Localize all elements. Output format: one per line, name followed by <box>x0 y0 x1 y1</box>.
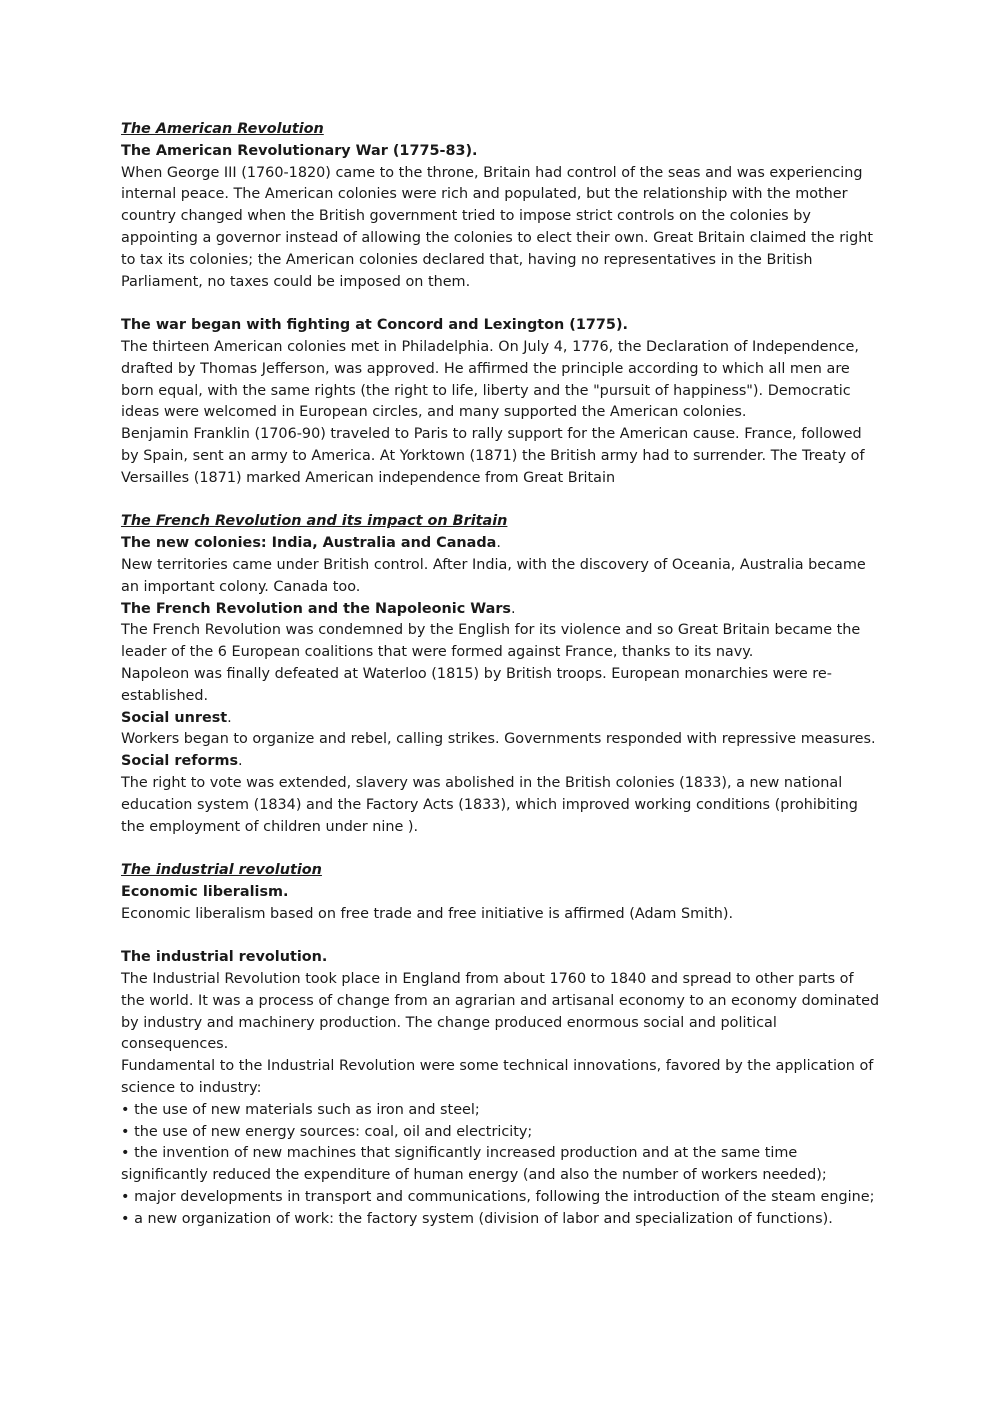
subheading: Economic liberalism. <box>121 883 289 900</box>
subheading-period: . <box>511 600 516 617</box>
list-item: • major developments in transport and communications, following the introduction of the steam engine; <box>121 1189 875 1206</box>
paragraph: Fundamental to the Industrial Revolution were some technical innovations, favored by the application of science to industry: <box>121 1058 874 1097</box>
section-title: The industrial revolution <box>121 862 322 879</box>
subheading-line <box>121 708 881 730</box>
paragraph: The thirteen American colonies met in Philadelphia. On July 4, 1776, the Declaration of Independence, drafted by Thomas Jefferson, was approved. He affirmed the principle according to which all men are born equal, with the same rights (the right to life, liberty and the "pursuit of happiness"). Democratic ideas were welcomed in European circles, and many supported the American colonies. <box>121 338 859 421</box>
spacer <box>121 293 881 315</box>
subheading: The new colonies: India, Australia and Canada <box>121 535 497 552</box>
spacer <box>121 925 881 947</box>
document-page <box>121 119 881 1231</box>
list-item: • a new organization of work: the factory system (division of labor and specialization of functions). <box>121 1210 833 1227</box>
subheading-period: . <box>227 709 232 726</box>
subheading-period: . <box>496 535 501 552</box>
list-item: • the use of new materials such as iron and steel; <box>121 1101 480 1118</box>
subheading: The war began with fighting at Concord and Lexington (1775). <box>121 317 628 334</box>
spacer <box>121 838 881 860</box>
subheading-line <box>121 533 881 555</box>
subheading-line <box>121 751 881 773</box>
subheading-line <box>121 599 881 621</box>
subheading-period: . <box>238 753 243 770</box>
section-title: The American Revolution <box>121 121 324 137</box>
subheading: The French Revolution and the Napoleonic Wars <box>121 600 512 617</box>
subheading: The American Revolutionary War (1775-83). <box>121 142 478 159</box>
paragraph: Napoleon was finally defeated at Waterloo (1815) by British troops. European monarchies were re-established. <box>121 665 832 704</box>
subheading: Social reforms <box>121 753 239 770</box>
paragraph: New territories came under British control. After India, with the discovery of Oceania, Australia became an important colony. Canada too. <box>121 556 866 595</box>
paragraph: Economic liberalism based on free trade and free initiative is affirmed (Adam Smith). <box>121 905 734 922</box>
paragraph: The Industrial Revolution took place in England from about 1760 to 1840 and spread to other parts of the world. It was a process of change from an agrarian and artisanal economy to an economy dominated by industry and machinery production. The change produced enormous social and political consequences. <box>121 971 880 1053</box>
subheading: The industrial revolution. <box>121 949 328 966</box>
paragraph: When George III (1760-1820) came to the throne, Britain had control of the seas and was experiencing internal peace. The American colonies were rich and populated, but the relationship with the mother country changed when the British government tried to impose strict controls on the colonies by appointing a governor instead of allowing the colonies to elect their own. Great Britain claimed the right to tax its colonies; the American colonies declared that, having no representatives in the British Parliament, no taxes could be imposed on them. <box>121 164 874 290</box>
paragraph: Workers began to organize and rebel, calling strikes. Governments responded with repressive measures. <box>121 731 876 748</box>
paragraph: The right to vote was extended, slavery was abolished in the British colonies (1833), a new national education system (1834) and the Factory Acts (1833), which improved working conditions (prohibiting the employment of children under nine ). <box>121 774 858 835</box>
paragraph: Benjamin Franklin (1706-90) traveled to Paris to rally support for the American cause. France, followed by Spain, sent an army to America. At Yorktown (1871) the British army had to surrender. The Treaty of Versailles (1871) marked American independence from Great Britain <box>121 426 865 486</box>
section-title: The French Revolution and its impact on Britain <box>121 513 508 530</box>
subheading: Social unrest <box>121 709 228 726</box>
list-item: • the use of new energy sources: coal, oil and electricity; <box>121 1123 533 1140</box>
list-item: • the invention of new machines that significantly increased production and at the same time significantly reduced the expenditure of human energy (and also the number of workers needed); <box>121 1145 827 1184</box>
spacer <box>121 490 881 512</box>
paragraph: The French Revolution was condemned by the English for its violence and so Great Britain became the leader of the 6 European coalitions that were formed against France, thanks to its navy. <box>121 622 861 661</box>
